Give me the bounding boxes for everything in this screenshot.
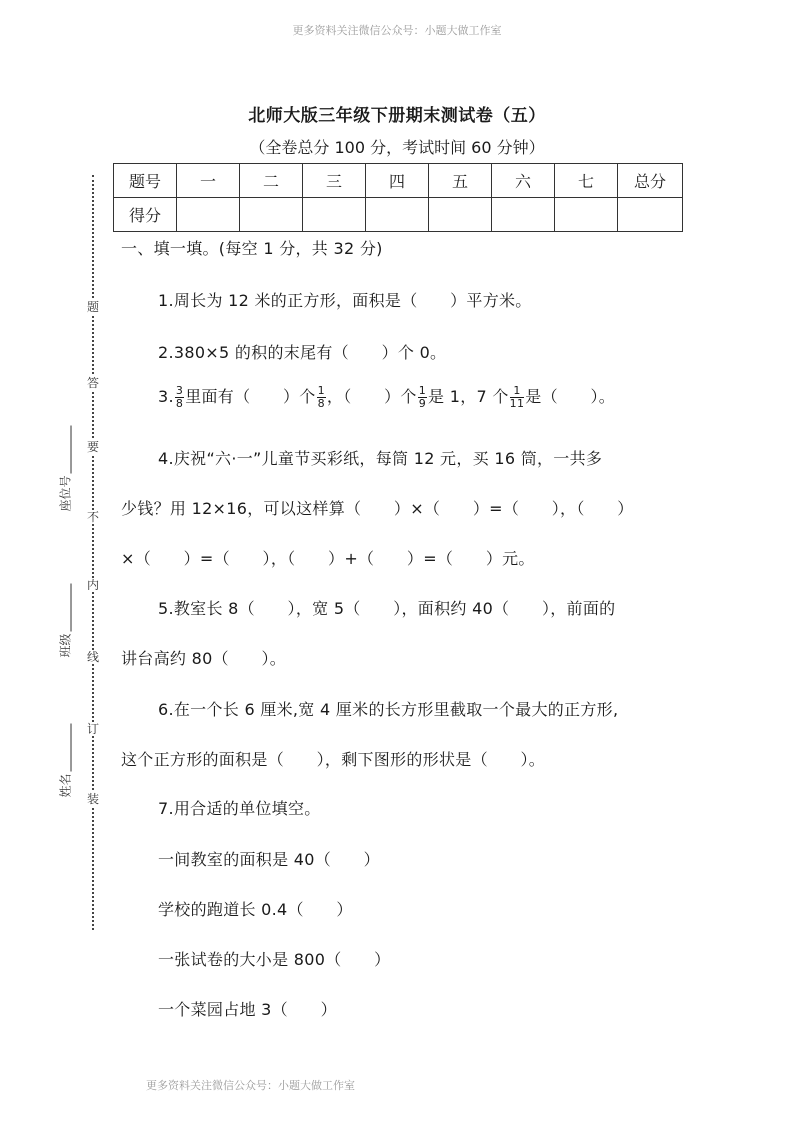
binding-char: 答 [86,376,99,390]
class-blank[interactable] [61,583,72,631]
question-7-item: 一间教室的面积是 40（ ） [158,850,380,869]
question-7: 7.用合适的单位填空。 [158,799,321,818]
page-title: 北师大版三年级下册期末测试卷（五） [248,106,546,126]
seat-number-field[interactable] [57,425,74,511]
fraction-3-8: $\frac{3}{8}$ [175,384,184,410]
name-field[interactable] [57,723,74,797]
score-header-cell: 四 [366,164,429,198]
seat-number-blank[interactable] [61,425,72,473]
class-field[interactable] [57,583,74,657]
score-cell[interactable] [555,198,618,232]
question-7-item: 一张试卷的大小是 800（ ） [158,950,391,969]
q3-text: 里面有（ ）个 [185,387,316,406]
name-blank[interactable] [61,723,72,771]
score-header-cell: 七 [555,164,618,198]
q3-text: 是（ ）。 [525,387,616,406]
score-header-cell: 一 [177,164,240,198]
score-header-cell: 总分 [618,164,683,198]
score-header-cell: 二 [240,164,303,198]
fraction-1-9: $\frac{1}{9}$ [418,384,427,410]
question-2: 2.380×5 的积的末尾有（ ）个 0。 [158,343,447,362]
watermark-bottom: 更多资料关注微信公众号：小题大做工作室 [146,1079,355,1092]
binding-char: 不 [86,510,99,524]
binding-char: 要 [86,440,99,454]
page-subtitle: （全卷总分 100 分，考试时间 60 分钟） [249,138,545,157]
seat-number-label: 座位号 [58,475,73,512]
score-cell[interactable] [492,198,555,232]
binding-char: 订 [86,722,99,736]
score-cell[interactable] [240,198,303,232]
question-4-line-1: 4.庆祝“六·一”儿童节买彩纸，每筒 12 元，买 16 筒，一共多 [158,449,603,468]
score-table [113,163,683,232]
score-header-cell: 五 [429,164,492,198]
question-1: 1.周长为 12 米的正方形，面积是（ ）平方米。 [158,291,532,310]
question-4-line-3: ×（ ）=（ ），（ ）+（ ）=（ ）元。 [121,549,535,568]
q3-text: ，（ ）个 [326,387,417,406]
score-cell[interactable] [177,198,240,232]
binding-char: 题 [86,300,99,314]
question-3 [158,384,615,410]
score-table-score-row [114,198,683,232]
name-label: 姓名 [58,773,73,798]
section-heading: 一、填一填。(每空 1 分，共 32 分) [121,239,383,258]
question-4-line-2: 少钱？用 12×16，可以这样算（ ）×（ ）=（ ），（ ） [121,499,634,518]
binding-char: 线 [86,650,99,664]
score-table-header-row [114,164,683,198]
question-5-line-2: 讲台高约 80（ ）。 [121,649,287,668]
q3-text: 是 1，7 个 [428,387,509,406]
binding-char: 内 [86,578,99,592]
question-6-line-2: 这个正方形的面积是（ ），剩下图形的形状是（ ）。 [121,750,546,769]
score-cell[interactable] [303,198,366,232]
score-cell[interactable] [429,198,492,232]
score-header-cell: 三 [303,164,366,198]
question-6-line-1: 6.在一个长 6 厘米,宽 4 厘米的长方形里截取一个最大的正方形, [158,700,619,719]
class-label: 班级 [58,633,73,658]
score-header-cell: 题号 [114,164,177,198]
q3-text: 3. [158,387,174,406]
score-cell[interactable] [366,198,429,232]
watermark-top: 更多资料关注微信公众号：小题大做工作室 [292,24,502,37]
fraction-1-11: $\frac{1}{11}$ [509,384,525,410]
fraction-1-8: $\frac{1}{8}$ [317,384,325,410]
score-header-cell: 六 [492,164,555,198]
question-7-item: 一个菜园占地 3（ ） [158,1000,337,1019]
score-cell[interactable] [618,198,683,232]
binding-char: 装 [86,792,99,806]
score-row-label: 得分 [114,198,177,232]
binding-dotted-line [92,175,94,930]
question-7-item: 学校的跑道长 0.4（ ） [158,900,353,919]
question-5-line-1: 5.教室长 8（ ），宽 5（ ），面积约 40（ ），前面的 [158,599,616,618]
